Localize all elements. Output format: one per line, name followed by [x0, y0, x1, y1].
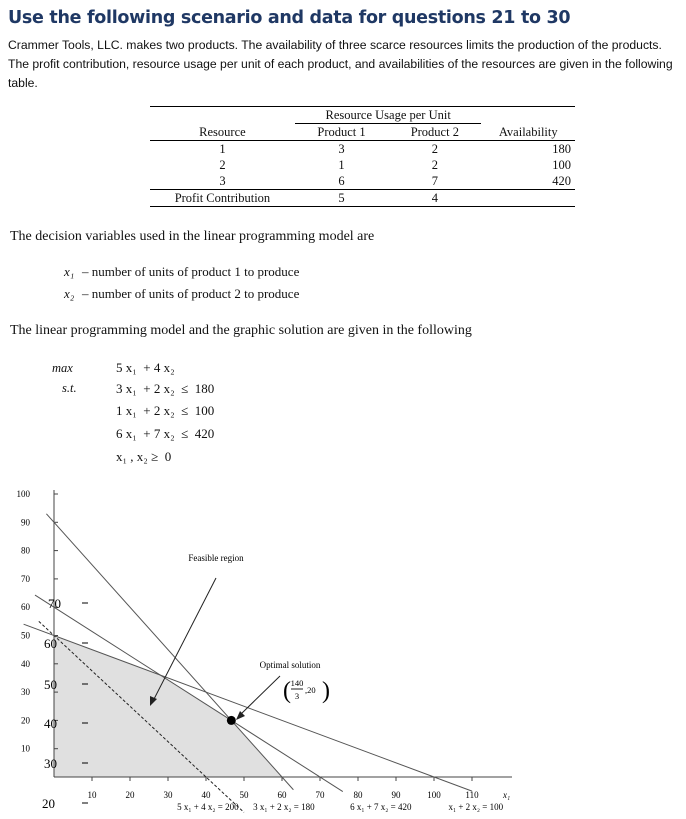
model-intro: The linear programming model and the graphic solution are given in the following — [10, 323, 472, 338]
cell: Profit Contribution — [174, 191, 271, 205]
profit-row — [150, 190, 575, 207]
x-tick-label: 40 — [201, 790, 211, 800]
stray-label: 50 — [44, 677, 57, 692]
group-header: Resource Usage per Unit — [295, 107, 482, 124]
var-symbol: x₂ — [64, 286, 75, 301]
x-tick-label: 90 — [391, 790, 401, 800]
line-label: 6 x₁ + 7 x₂ = 420 — [350, 802, 412, 812]
x-tick-label: 20 — [125, 790, 135, 800]
cell — [481, 190, 575, 207]
var-symbol: x₁ — [64, 264, 75, 279]
stray-label: 40 — [44, 716, 57, 731]
y-tick-label: 20 — [21, 715, 30, 726]
x-tick-label: 30 — [163, 790, 173, 800]
y-tick-label: 60 — [21, 602, 30, 613]
heading: Use the following scenario and data for questions 21 to 30 — [8, 8, 571, 28]
cell: 4 — [431, 191, 438, 205]
stray-label: 20 — [42, 796, 55, 811]
feasible-arrow — [153, 578, 216, 701]
cell: 3 — [338, 142, 345, 156]
st-label: s.t. — [62, 381, 77, 395]
line-label: x₁ + 2 x₂ = 100 — [448, 802, 504, 812]
stray-label: 70 — [48, 596, 61, 611]
cell: 420 — [552, 174, 571, 188]
cell: 2 — [431, 158, 438, 172]
cell: 6 — [338, 174, 345, 188]
cell: 3 — [219, 174, 226, 188]
y-tick-label: 80 — [21, 545, 30, 556]
right-paren: ) — [322, 678, 330, 704]
col-header: Product 1 — [317, 125, 366, 139]
var-desc: – number of units of product 1 to produce — [82, 264, 300, 279]
y-tick-label: 30 — [21, 687, 30, 698]
resource-table — [150, 106, 575, 207]
y-tick-label: 10 — [21, 743, 30, 754]
feasible-region — [54, 636, 282, 778]
optimal-x-numerator: 140 — [290, 678, 304, 688]
x-tick-label: 110 — [465, 790, 479, 800]
y-tick-label: 90 — [21, 517, 30, 528]
table-row — [150, 157, 575, 173]
y-tick-label: 50 — [21, 630, 30, 641]
feasible-region-label: Feasible region — [188, 553, 244, 563]
nonneg-constraint: x₁ , x₂ ≥ 0 — [116, 449, 172, 464]
lp-graph — [0, 470, 686, 819]
stray-label: 60 — [44, 636, 57, 651]
x-tick-label: 70 — [315, 790, 325, 800]
col-header: Product 2 — [410, 125, 459, 139]
line-label: 5 x₁ + 4 x₂ = 200 — [177, 802, 239, 812]
y-tick-label: 70 — [21, 573, 30, 584]
left-paren: ( — [283, 678, 291, 704]
cell: 100 — [552, 158, 571, 172]
line-label: 3 x₁ + 2 x₂ = 180 — [253, 802, 315, 812]
x-tick-label: 100 — [427, 790, 441, 800]
optimal-point — [227, 716, 236, 725]
y-tick-label: 100 — [16, 489, 30, 499]
col-header: Resource — [199, 124, 246, 139]
optimal-y: ,20 — [305, 685, 316, 695]
objective: 5 x₁ + 4 x₂ — [116, 360, 175, 375]
var-desc: – number of units of product 2 to produce — [82, 286, 300, 301]
max-label: max — [52, 361, 73, 375]
stray-label: 30 — [44, 756, 57, 771]
cell: 1 — [219, 142, 226, 156]
cell: 1 — [338, 158, 345, 172]
y-tick-label: 40 — [21, 658, 30, 669]
optimal-arrow — [240, 676, 280, 715]
decision-intro: The decision variables used in the linear programming model are — [10, 229, 375, 244]
cell: 2 — [431, 142, 438, 156]
cell: 5 — [338, 191, 345, 205]
table-row — [150, 173, 575, 190]
x-tick-label: 10 — [87, 790, 97, 800]
cell: 180 — [552, 142, 571, 156]
cell: 7 — [431, 174, 438, 188]
cell: 2 — [219, 158, 226, 172]
x-tick-label: 60 — [277, 790, 287, 800]
constraint: 6 x₁ + 7 x₂ ≤ 420 — [116, 426, 215, 441]
col-header: Availability — [498, 124, 558, 139]
x-tick-label: 80 — [353, 790, 363, 800]
x-tick-label: 50 — [239, 790, 249, 800]
optimal-solution-label: Optimal solution — [259, 660, 321, 670]
table-row — [150, 141, 575, 158]
intro-paragraph: Crammer Tools, LLC. makes two products. The availability of three scarce resources limits the production of the products. The profit contribution, resource usage per unit of each product, and availabilities of the resources are given in the following table. — [8, 38, 673, 90]
arrow-head-icon — [236, 711, 245, 720]
constraint: 1 x₁ + 2 x₂ ≤ 100 — [116, 403, 215, 418]
x-axis-label: x₁ — [503, 790, 511, 800]
constraint: 3 x₁ + 2 x₂ ≤ 180 — [116, 381, 215, 396]
optimal-x-denominator: 3 — [294, 691, 300, 701]
